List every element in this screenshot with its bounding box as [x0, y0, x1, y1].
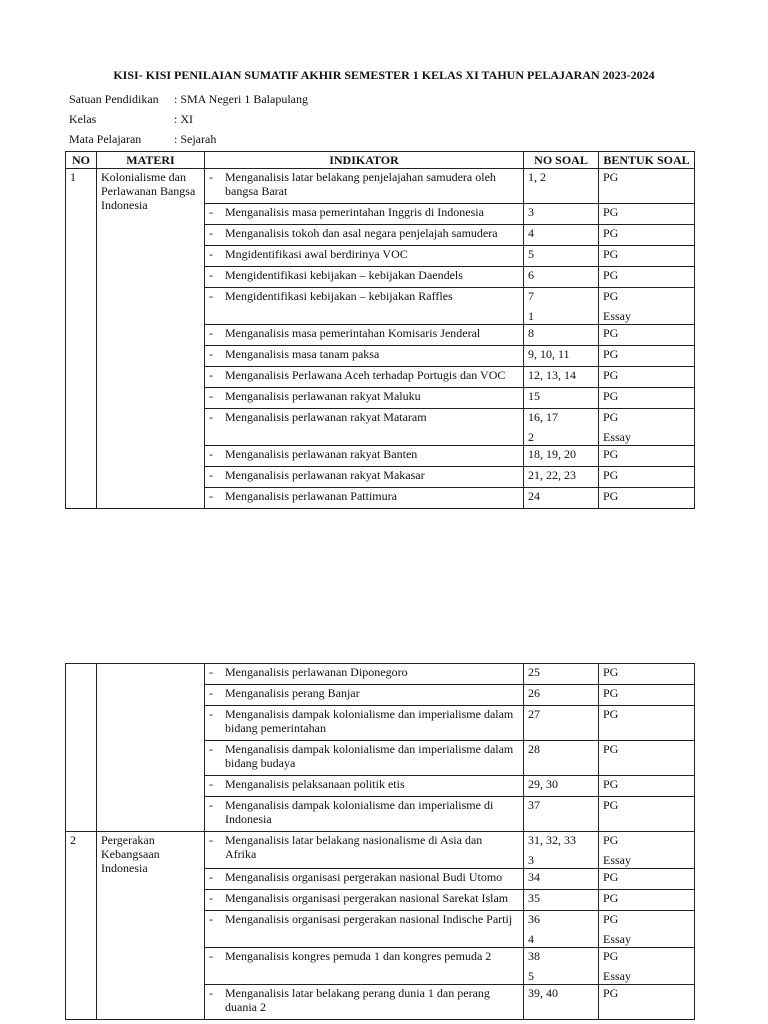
cell-indikator	[205, 706, 524, 741]
bullet-dash: -	[209, 468, 213, 482]
kisi-kisi-table-page-1	[65, 151, 695, 509]
table-row	[66, 664, 695, 685]
cell-indikator	[205, 204, 524, 225]
cell-indikator	[205, 776, 524, 797]
bentuk-soal-value: PG	[603, 833, 619, 847]
indikator-text: Menganalisis latar belakang nasionalisme di Asia dan Afrika	[225, 833, 483, 861]
no-soal-essay-value: 2	[528, 430, 534, 444]
bentuk-soal-value: PG	[603, 986, 619, 1000]
no-soal-value: 5	[528, 247, 534, 261]
no-soal-value: 39, 40	[528, 986, 558, 1000]
bentuk-soal-value: PG	[603, 247, 619, 261]
cell-bentuk-soal	[599, 706, 695, 741]
cell-no-soal	[524, 388, 599, 409]
cell-no-soal	[524, 267, 599, 288]
no-soal-value: 21, 22, 23	[528, 468, 576, 482]
cell-indikator	[205, 346, 524, 367]
meta-value: : XI	[174, 112, 193, 126]
meta-label: Mata Pelajaran	[69, 132, 142, 146]
table-body	[66, 664, 695, 1020]
indikator-text: Menganalisis perlawanan Diponegoro	[225, 665, 408, 679]
bullet-dash: -	[209, 891, 213, 905]
meta-mata-pelajaran	[69, 132, 216, 147]
cell-no-soal	[524, 911, 599, 948]
bentuk-soal-value: PG	[603, 268, 619, 282]
bullet-dash: -	[209, 289, 213, 303]
no-soal-essay-value: 5	[528, 969, 534, 983]
cell-indikator	[205, 911, 524, 948]
indikator-text: Menganalisis perang Banjar	[225, 686, 360, 700]
cell-indikator	[205, 169, 524, 204]
bullet-dash: -	[209, 368, 213, 382]
cell-no-soal	[524, 706, 599, 741]
cell-bentuk-soal	[599, 246, 695, 267]
bullet-dash: -	[209, 912, 213, 926]
meta-label: Kelas	[69, 112, 97, 126]
cell-no-soal	[524, 776, 599, 797]
indikator-text: Menganalisis masa pemerintahan Inggris di Indonesia	[225, 205, 484, 219]
indikator-text: Menganalisis organisasi pergerakan nasional Budi Utomo	[225, 870, 503, 884]
cell-bentuk-soal	[599, 869, 695, 890]
bentuk-soal-value: PG	[603, 707, 619, 721]
bullet-dash: -	[209, 247, 213, 261]
bullet-dash: -	[209, 410, 213, 424]
bentuk-soal-value: PG	[603, 226, 619, 240]
cell-no-soal	[524, 488, 599, 509]
cell-bentuk-soal	[599, 741, 695, 776]
bentuk-soal-value: PG	[603, 289, 619, 303]
cell-bentuk-soal	[599, 288, 695, 325]
cell-bentuk-soal	[599, 685, 695, 706]
cell-no-soal	[524, 325, 599, 346]
bentuk-soal-value: PG	[603, 742, 619, 756]
bullet-dash: -	[209, 347, 213, 361]
bullet-dash: -	[209, 389, 213, 403]
cell-no: 1	[66, 169, 97, 509]
cell-bentuk-soal	[599, 388, 695, 409]
cell-indikator	[205, 832, 524, 869]
table-header-row	[66, 152, 695, 169]
indikator-text: Menganalisis dampak kolonialisme dan imperialisme dalam bidang pemerintahan	[225, 707, 514, 735]
header-no: NO	[66, 152, 97, 169]
cell-no-soal	[524, 890, 599, 911]
no-soal-essay-value: 3	[528, 853, 534, 867]
indikator-text: Menganalisis perlawanan rakyat Makasar	[225, 468, 425, 482]
indikator-text: Mngidentifikasi awal berdirinya VOC	[225, 247, 408, 261]
cell-indikator	[205, 288, 524, 325]
cell-indikator	[205, 797, 524, 832]
indikator-text: Menganalisis pelaksanaan politik etis	[225, 777, 405, 791]
bentuk-soal-value: PG	[603, 347, 619, 361]
bullet-dash: -	[209, 226, 213, 240]
bullet-dash: -	[209, 949, 213, 963]
bentuk-soal-value: PG	[603, 410, 619, 424]
indikator-text: Menganalisis organisasi pergerakan nasional Sarekat Islam	[225, 891, 509, 905]
bentuk-soal-value: PG	[603, 170, 619, 184]
header-indikator: INDIKATOR	[205, 152, 524, 169]
cell-materi	[97, 664, 205, 832]
cell-no-soal	[524, 685, 599, 706]
no-soal-value: 6	[528, 268, 534, 282]
cell-indikator	[205, 325, 524, 346]
header-no-soal: NO SOAL	[524, 152, 599, 169]
bentuk-soal-essay-value: Essay	[603, 853, 631, 867]
cell-no-soal	[524, 169, 599, 204]
bentuk-soal-value: PG	[603, 205, 619, 219]
indikator-text: Menganalisis organisasi pergerakan nasional Indische Partij	[225, 912, 513, 926]
no-soal-value: 27	[528, 707, 540, 721]
no-soal-value: 34	[528, 870, 540, 884]
bullet-dash: -	[209, 170, 213, 184]
indikator-text: Menganalisis perlawanan rakyat Banten	[225, 447, 418, 461]
cell-no-soal	[524, 467, 599, 488]
bullet-dash: -	[209, 777, 213, 791]
cell-indikator	[205, 948, 524, 985]
cell-indikator	[205, 409, 524, 446]
kisi-kisi-table-page-2	[65, 663, 695, 1020]
header-bentuk-soal: BENTUK SOAL	[599, 152, 695, 169]
cell-bentuk-soal	[599, 446, 695, 467]
cell-no-soal	[524, 948, 599, 985]
no-soal-value: 26	[528, 686, 540, 700]
cell-no-soal	[524, 985, 599, 1020]
cell-no-soal	[524, 409, 599, 446]
cell-materi: Kolonialisme dan Perlawanan Bangsa Indonesia	[97, 169, 205, 509]
indikator-text: Menganalisis perlawanan rakyat Maluku	[225, 389, 421, 403]
table-row	[66, 832, 695, 869]
cell-indikator	[205, 488, 524, 509]
meta-value: : SMA Negeri 1 Balapulang	[174, 92, 308, 106]
cell-no	[66, 664, 97, 832]
cell-indikator	[205, 446, 524, 467]
bullet-dash: -	[209, 742, 213, 756]
bentuk-soal-value: PG	[603, 686, 619, 700]
indikator-text: Mengidentifikasi kebijakan – kebijakan Daendels	[225, 268, 463, 282]
indikator-text: Menganalisis dampak kolonialisme dan imperialisme di Indonesia	[225, 798, 494, 826]
cell-no-soal	[524, 288, 599, 325]
bullet-dash: -	[209, 707, 213, 721]
cell-no-soal	[524, 367, 599, 388]
cell-bentuk-soal	[599, 346, 695, 367]
cell-materi: Pergerakan Kebangsaan Indonesia	[97, 832, 205, 1020]
cell-bentuk-soal	[599, 367, 695, 388]
cell-bentuk-soal	[599, 832, 695, 869]
cell-bentuk-soal	[599, 797, 695, 832]
bentuk-soal-value: PG	[603, 468, 619, 482]
indikator-text: Menganalisis dampak kolonialisme dan imperialisme dalam bidang budaya	[225, 742, 514, 770]
cell-bentuk-soal	[599, 204, 695, 225]
bentuk-soal-value: PG	[603, 870, 619, 884]
bentuk-soal-essay-value: Essay	[603, 969, 631, 983]
cell-indikator	[205, 741, 524, 776]
cell-no-soal	[524, 869, 599, 890]
bullet-dash: -	[209, 665, 213, 679]
cell-indikator	[205, 367, 524, 388]
cell-indikator	[205, 685, 524, 706]
no-soal-value: 7	[528, 289, 534, 303]
table-row	[66, 169, 695, 204]
cell-indikator	[205, 388, 524, 409]
bullet-dash: -	[209, 686, 213, 700]
document-title: KISI- KISI PENILAIAN SUMATIF AKHIR SEMESTER 1 KELAS XI TAHUN PELAJARAN 2023-2024	[113, 68, 655, 82]
cell-bentuk-soal	[599, 169, 695, 204]
bullet-dash: -	[209, 268, 213, 282]
indikator-text: Menganalisis tokoh dan asal negara penjelajah samudera	[225, 226, 498, 240]
indikator-text: Menganalisis kongres pemuda 1 dan kongres pemuda 2	[225, 949, 492, 963]
no-soal-value: 1, 2	[528, 170, 546, 184]
bentuk-soal-essay-value: Essay	[603, 430, 631, 444]
bentuk-soal-essay-value: Essay	[603, 932, 631, 946]
bullet-dash: -	[209, 447, 213, 461]
bentuk-soal-value: PG	[603, 489, 619, 503]
cell-bentuk-soal	[599, 225, 695, 246]
cell-indikator	[205, 467, 524, 488]
no-soal-value: 18, 19, 20	[528, 447, 576, 461]
indikator-text: Menganalisis perlawanan Pattimura	[225, 489, 397, 503]
bentuk-soal-essay-value: Essay	[603, 309, 631, 323]
cell-no-soal	[524, 832, 599, 869]
bentuk-soal-value: PG	[603, 949, 619, 963]
cell-no-soal	[524, 741, 599, 776]
no-soal-value: 31, 32, 33	[528, 833, 576, 847]
indikator-text: Mengidentifikasi kebijakan – kebijakan Raffles	[225, 289, 453, 303]
indikator-text: Menganalisis masa pemerintahan Komisaris Jenderal	[225, 326, 481, 340]
bentuk-soal-value: PG	[603, 912, 619, 926]
no-soal-value: 38	[528, 949, 540, 963]
bentuk-soal-value: PG	[603, 891, 619, 905]
cell-bentuk-soal	[599, 911, 695, 948]
cell-no-soal	[524, 204, 599, 225]
cell-indikator	[205, 869, 524, 890]
no-soal-value: 25	[528, 665, 540, 679]
cell-bentuk-soal	[599, 664, 695, 685]
indikator-text: Menganalisis Perlawana Aceh terhadap Portugis dan VOC	[225, 368, 506, 382]
indikator-text: Menganalisis masa tanam paksa	[225, 347, 380, 361]
bullet-dash: -	[209, 833, 213, 847]
cell-bentuk-soal	[599, 267, 695, 288]
bullet-dash: -	[209, 870, 213, 884]
bullet-dash: -	[209, 489, 213, 503]
cell-no-soal	[524, 664, 599, 685]
cell-indikator	[205, 664, 524, 685]
cell-bentuk-soal	[599, 325, 695, 346]
cell-bentuk-soal	[599, 890, 695, 911]
meta-label: Satuan Pendidikan	[69, 92, 159, 106]
cell-bentuk-soal	[599, 948, 695, 985]
cell-bentuk-soal	[599, 776, 695, 797]
cell-bentuk-soal	[599, 488, 695, 509]
header-materi: MATERI	[97, 152, 205, 169]
bentuk-soal-value: PG	[603, 665, 619, 679]
bullet-dash: -	[209, 326, 213, 340]
cell-no-soal	[524, 797, 599, 832]
no-soal-value: 16, 17	[528, 410, 558, 424]
bullet-dash: -	[209, 986, 213, 1000]
table-body	[66, 169, 695, 509]
cell-bentuk-soal	[599, 467, 695, 488]
no-soal-value: 29, 30	[528, 777, 558, 791]
no-soal-value: 35	[528, 891, 540, 905]
cell-no-soal	[524, 246, 599, 267]
no-soal-value: 24	[528, 489, 540, 503]
no-soal-value: 15	[528, 389, 540, 403]
cell-no: 2	[66, 832, 97, 1020]
cell-no-soal	[524, 225, 599, 246]
no-soal-value: 36	[528, 912, 540, 926]
no-soal-value: 8	[528, 326, 534, 340]
cell-indikator	[205, 225, 524, 246]
bullet-dash: -	[209, 798, 213, 812]
bentuk-soal-value: PG	[603, 389, 619, 403]
no-soal-value: 4	[528, 226, 534, 240]
no-soal-essay-value: 4	[528, 932, 534, 946]
cell-no-soal	[524, 346, 599, 367]
meta-value: : Sejarah	[174, 132, 217, 146]
cell-indikator	[205, 246, 524, 267]
meta-kelas	[69, 112, 193, 127]
indikator-text: Menganalisis perlawanan rakyat Mataram	[225, 410, 427, 424]
cell-bentuk-soal	[599, 409, 695, 446]
bentuk-soal-value: PG	[603, 777, 619, 791]
no-soal-value: 28	[528, 742, 540, 756]
bentuk-soal-value: PG	[603, 798, 619, 812]
meta-satuan-pendidikan	[69, 92, 308, 107]
bullet-dash: -	[209, 205, 213, 219]
cell-bentuk-soal	[599, 985, 695, 1020]
cell-indikator	[205, 985, 524, 1020]
no-soal-essay-value: 1	[528, 309, 534, 323]
no-soal-value: 12, 13, 14	[528, 368, 576, 382]
bentuk-soal-value: PG	[603, 368, 619, 382]
bentuk-soal-value: PG	[603, 326, 619, 340]
no-soal-value: 3	[528, 205, 534, 219]
indikator-text: Menganalisis latar belakang penjelajahan samudera oleh bangsa Barat	[225, 170, 496, 198]
no-soal-value: 9, 10, 11	[528, 347, 570, 361]
cell-no-soal	[524, 446, 599, 467]
cell-indikator	[205, 890, 524, 911]
cell-indikator	[205, 267, 524, 288]
bentuk-soal-value: PG	[603, 447, 619, 461]
indikator-text: Menganalisis latar belakang perang dunia 1 dan perang duania 2	[225, 986, 490, 1014]
no-soal-value: 37	[528, 798, 540, 812]
